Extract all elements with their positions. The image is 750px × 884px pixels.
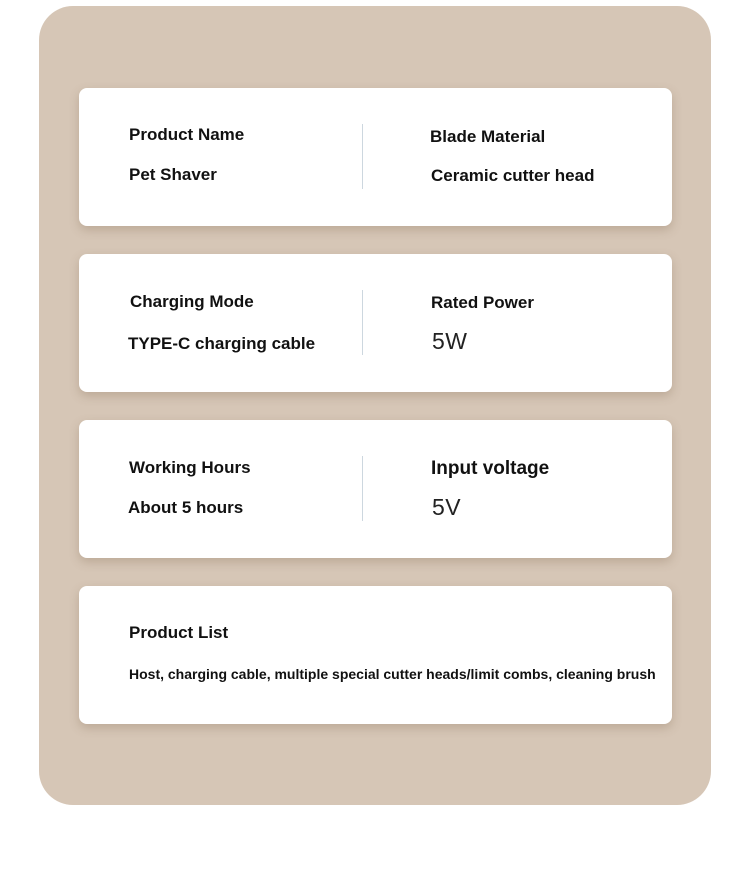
input-voltage-label: Input voltage bbox=[431, 458, 550, 479]
card-divider bbox=[362, 290, 363, 355]
working-hours-label: Working Hours bbox=[129, 458, 251, 477]
card-divider bbox=[362, 124, 363, 189]
spec-card-power bbox=[79, 420, 672, 558]
product-name-label: Product Name bbox=[129, 125, 245, 144]
charging-mode-label: Charging Mode bbox=[130, 292, 254, 311]
input-voltage-value: 5V bbox=[432, 494, 462, 520]
spec-card-charging bbox=[79, 254, 672, 392]
working-hours-value: About 5 hours bbox=[128, 498, 244, 517]
product-name-value: Pet Shaver bbox=[129, 165, 217, 184]
product-list-value: Host, charging cable, multiple special cutter heads/limit combs, cleaning brush bbox=[129, 666, 656, 682]
product-list-label: Product List bbox=[129, 623, 229, 642]
blade-material-value: Ceramic cutter head bbox=[431, 166, 595, 185]
blade-material-label: Blade Material bbox=[430, 127, 546, 146]
spec-card-product-list bbox=[79, 586, 672, 724]
rated-power-label: Rated Power bbox=[431, 293, 534, 312]
card-divider bbox=[362, 456, 363, 521]
spec-card-product bbox=[79, 88, 672, 226]
charging-mode-value: TYPE-C charging cable bbox=[128, 334, 316, 353]
rated-power-value: 5W bbox=[432, 328, 468, 354]
